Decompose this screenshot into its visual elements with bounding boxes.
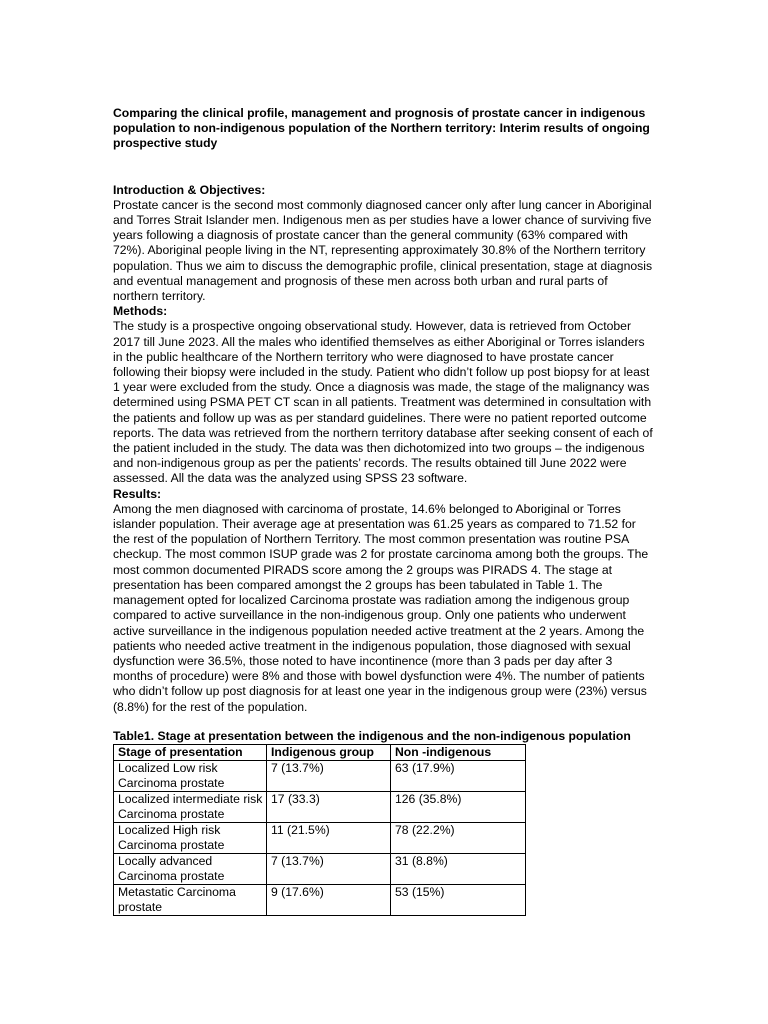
table-cell-non-indigenous: 126 (35.8%) bbox=[391, 791, 526, 822]
table-row bbox=[114, 822, 526, 853]
section-text-introduction: Prostate cancer is the second most commonly diagnosed cancer only after lung cancer in Aboriginal and Torres Strait Islander men. Indigenous men as per studies have a lower chance of surviving five years following a diagnosis of prostate cancer than the general community (63% compared with 72%). Aboriginal people living in the NT, representing approximately 30.8% of the Northern territory population. Thus we aim to discuss the demographic profile, clinical presentation, stage at diagnosis and eventual management and prognosis of these men across both urban and rural parts of northern territory. bbox=[113, 197, 653, 304]
table-header-cell: Stage of presentation bbox=[114, 744, 267, 760]
table-cell-non-indigenous: 78 (22.2%) bbox=[391, 822, 526, 853]
table-cell-stage: Localized Low risk Carcinoma prostate bbox=[114, 760, 267, 791]
table-row bbox=[114, 853, 526, 884]
table-cell-indigenous: 9 (17.6%) bbox=[267, 884, 391, 915]
table-cell-non-indigenous: 53 (15%) bbox=[391, 884, 526, 915]
section-text-results: Among the men diagnosed with carcinoma of prostate, 14.6% belonged to Aboriginal or Torres islander population. Their average age at presentation was 61.25 years as compared to 71.52 for the rest of the population of Northern Territory. The most common presentation was routine PSA checkup. The most common ISUP grade was 2 for prostate carcinoma among both the groups. The most common documented PIRADS score among the 2 groups was PIRADS 4. The stage at presentation has been compared amongst the 2 groups has been tabulated in Table 1. The management opted for localized Carcinoma prostate was radiation among the indigenous group compared to active surveillance in the non-indigenous group. Only one patients who underwent active surveillance in the indigenous population needed active treatment at the 2 years. Among the patients who needed active treatment in the indigenous population, those diagnosed with sexual dysfunction were 36.5%, those noted to have incontinence (more than 3 pads per day after 3 months of procedure) were 8% and those with bowel dysfunction were 4%. The number of patients who didn’t follow up post diagnosis for at least one year in the indigenous group were (23%) versus (8.8%) for the rest of the population. bbox=[113, 501, 649, 714]
table-cell-stage: Locally advanced Carcinoma prostate bbox=[114, 853, 267, 884]
table-cell-stage: Localized High risk Carcinoma prostate bbox=[114, 822, 267, 853]
document-page bbox=[113, 106, 653, 916]
table-cell-indigenous: 11 (21.5%) bbox=[267, 822, 391, 853]
table-row bbox=[114, 760, 526, 791]
table-cell-stage: Localized intermediate risk Carcinoma prostate bbox=[114, 791, 267, 822]
table-cell-indigenous: 17 (33.3) bbox=[267, 791, 391, 822]
table-header-row bbox=[114, 744, 526, 760]
table-header-cell: Non -indigenous bbox=[391, 744, 526, 760]
table-row bbox=[114, 884, 526, 915]
table-row bbox=[114, 791, 526, 822]
table-cell-stage: Metastatic Carcinoma prostate bbox=[114, 884, 267, 915]
table-cell-non-indigenous: 31 (8.8%) bbox=[391, 853, 526, 884]
section-heading-results: Results: bbox=[113, 486, 162, 501]
table-cell-indigenous: 7 (13.7%) bbox=[267, 760, 391, 791]
section-heading-methods: Methods: bbox=[113, 304, 168, 319]
section-text-methods: The study is a prospective ongoing observational study. However, data is retrieved from October 2017 till June 2023. All the males who identified themselves as either Aboriginal or Torres islanders in the public healthcare of the Northern territory who were diagnosed to have prostate cancer following their biopsy were included in the study. Patient who didn’t follow up post biopsy for at least 1 year were excluded from the study. Once a diagnosis was made, the stage of the malignancy was determined using PSMA PET CT scan in all patients. Treatment was determined in consultation with the patients and follow up was as per standard guidelines. There were no patient reported outcome reports. The data was retrieved from the northern territory database after seeking consent of each of the patient included in the study. The data was then dichotomized into two groups – the indigenous and non-indigenous group as per the patients’ records. The results obtained till June 2022 were assessed. All the data was the analyzed using SPSS 23 software. bbox=[113, 319, 653, 486]
section-heading-introduction: Introduction & Objectives: bbox=[113, 182, 266, 197]
table-cell-non-indigenous: 63 (17.9%) bbox=[391, 760, 526, 791]
table-caption: Table1. Stage at presentation between the indigenous and the non-indigenous population bbox=[113, 728, 631, 743]
stage-table bbox=[113, 744, 526, 916]
table-cell-indigenous: 7 (13.7%) bbox=[267, 853, 391, 884]
paper-title: Comparing the clinical profile, management and prognosis of prostate cancer in indigenous population to non-indigenous population of the Northern territory: Interim results of ongoing prospective study bbox=[113, 106, 650, 151]
table-header-cell: Indigenous group bbox=[267, 744, 391, 760]
title-spacer bbox=[113, 152, 653, 183]
